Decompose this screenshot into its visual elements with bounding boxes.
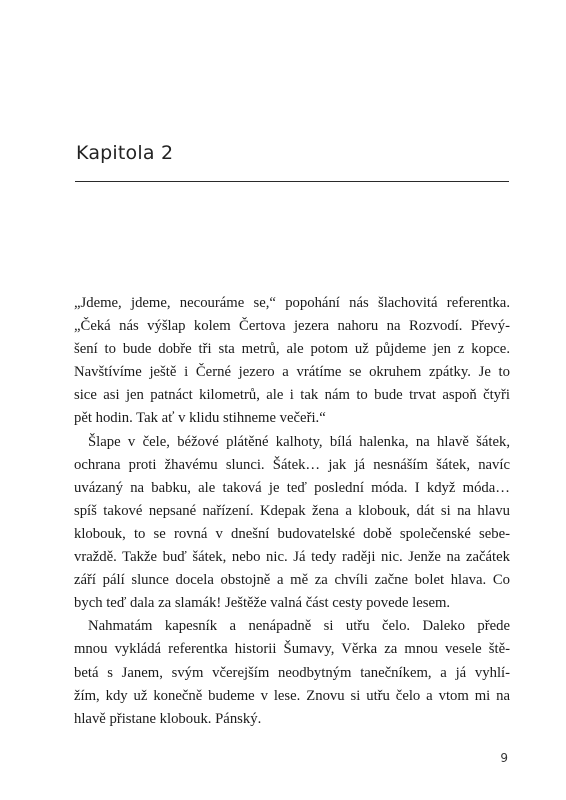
text-line: klobouk, to se rovná v dnešní budovatelské době společenské sebe- <box>74 525 510 542</box>
text-line: hlavě přistane klobouk. Pánský. <box>74 710 262 727</box>
paragraph-1 <box>74 292 510 431</box>
text-line: žím, kdy už konečně budeme v lese. Znovu si utřu čelo a vtom mi na <box>74 687 510 704</box>
text-line: šení to bude dobře tři sta metrů, ale potom už půjdeme jen z kopce. <box>74 341 510 358</box>
paragraph-2 <box>74 431 510 616</box>
text-line: betá s Janem, svým včerejším neodbytným tanečníkem, a já vyhlí- <box>74 664 510 681</box>
text-line: Nahmatám kapesník a nenápadně si utřu čelo. Daleko přede <box>88 618 510 635</box>
text-line: spíš takové nepsané nařízení. Kdepak žena a klobouk, dát si na hlavu <box>74 502 510 519</box>
text-line: „Jdeme, jdeme, necouráme se,“ popohání nás šlachovitá referentka. <box>74 295 510 311</box>
chapter-title: Kapitola 2 <box>76 142 174 164</box>
text-line: bych teď dala za slamák! Ještěže valná část cesty povede lesem. <box>74 595 451 612</box>
paragraph-3 <box>74 615 510 730</box>
text-line: sice asi jen patnáct kilometrů, ale i tak nám to bude trvat aspoň čtyři <box>74 387 510 404</box>
text-line: Navštívíme ještě i Černé jezero a vrátíme se okruhem zpátky. Je to <box>74 364 510 381</box>
text-line: mnou vykládá referentka historii Šumavy, Věrka za mnou vesele ště- <box>74 641 510 658</box>
text-line: ochrana proti žhavému slunci. Šátek… jak já nesnáším šátek, navíc <box>74 456 510 473</box>
body-text <box>74 292 510 731</box>
text-line: pět hodin. Tak ať v klidu stihneme večeři.“ <box>74 410 326 427</box>
page-number: 9 <box>500 751 508 765</box>
text-line: uvázaný na babku, ale taková je teď poslední móda. I když móda… <box>74 479 510 496</box>
text-line: vraždě. Takže buď šátek, nebo nic. Já tedy raději nic. Jenže na začátek <box>74 549 510 566</box>
text-line: „Čeká nás výšlap kolem Čertova jezera nahoru na Rozvodí. Převý- <box>74 318 510 335</box>
chapter-heading <box>75 139 509 182</box>
text-line: září pálí slunce docela obstojně a mě za chvíli začne bolet hlava. Co <box>74 572 510 589</box>
text-line: Šlape v čele, béžové plátěné kalhoty, bílá halenka, na hlavě šátek, <box>88 433 510 450</box>
